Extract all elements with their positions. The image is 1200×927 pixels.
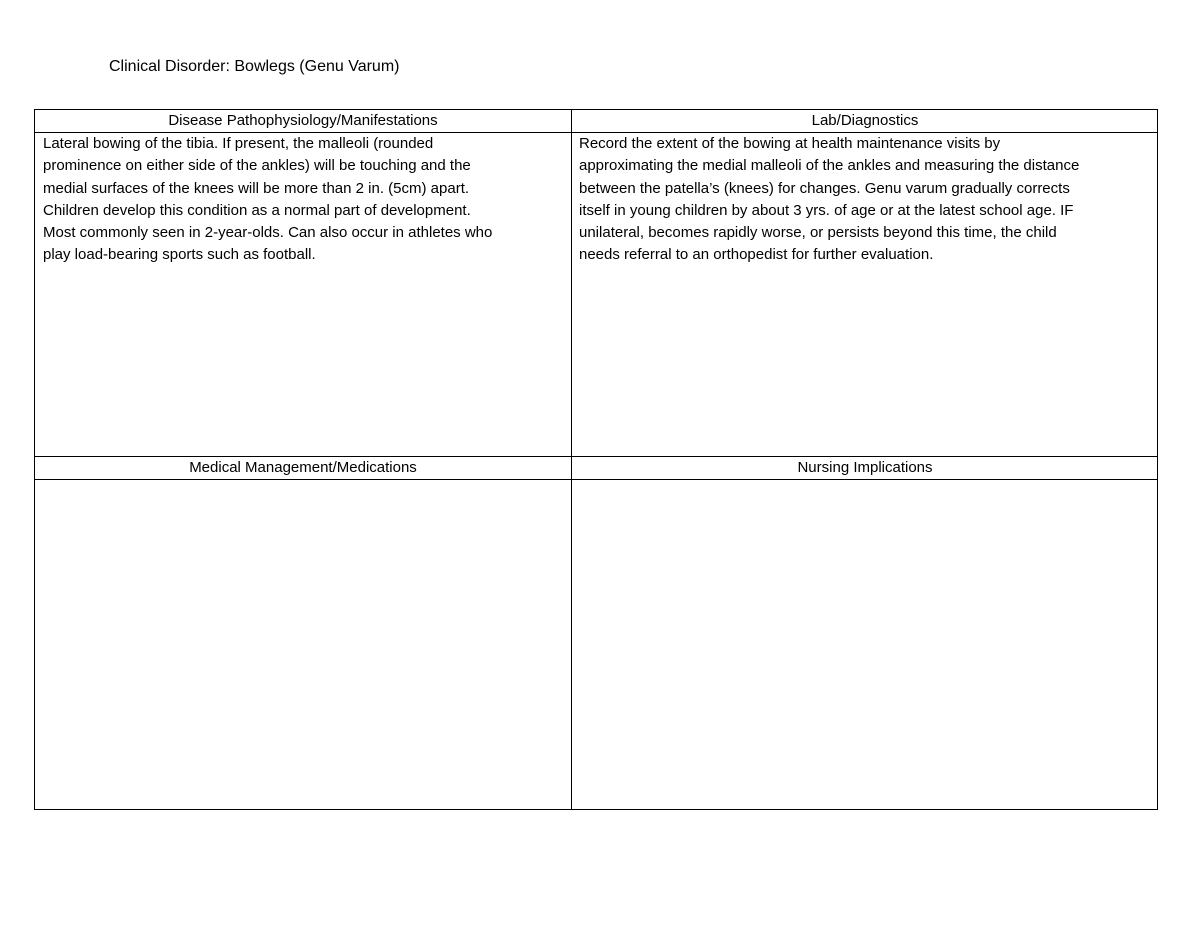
- page-title: Clinical Disorder: Bowlegs (Genu Varum): [109, 58, 400, 75]
- header-pathophysiology: Disease Pathophysiology/Manifestations: [168, 112, 438, 129]
- header-nursing-implications: Nursing Implications: [797, 459, 933, 476]
- header-lab-diagnostics: Lab/Diagnostics: [811, 112, 919, 129]
- clinical-table: [34, 109, 1158, 810]
- header-medical-management: Medical Management/Medications: [189, 459, 417, 476]
- lab-diagnostics-content: Record the extent of the bowing at health maintenance visits by approximating the medial malleoli of the ankles and measuring the distance between the patella’s (knees) for changes. Genu varum gradually corrects itself in young children by about 3 yrs. of age or at the latest school age. IF unilateral, becomes rapidly worse, or persists beyond this time, the child needs referral to an orthopedist for further evaluation.: [579, 135, 1080, 264]
- pathophysiology-content: Lateral bowing of the tibia. If present, the malleoli (rounded prominence on either side of the ankles) will be touching and the medial surfaces of the knees will be more than 2 in. (5cm) apart. Children develop this condition as a normal part of development. Most commonly seen in 2-year-olds. Can also occur in athletes who play load-bearing sports such as football.: [43, 135, 493, 264]
- row-divider-bottom-header: [35, 479, 1157, 480]
